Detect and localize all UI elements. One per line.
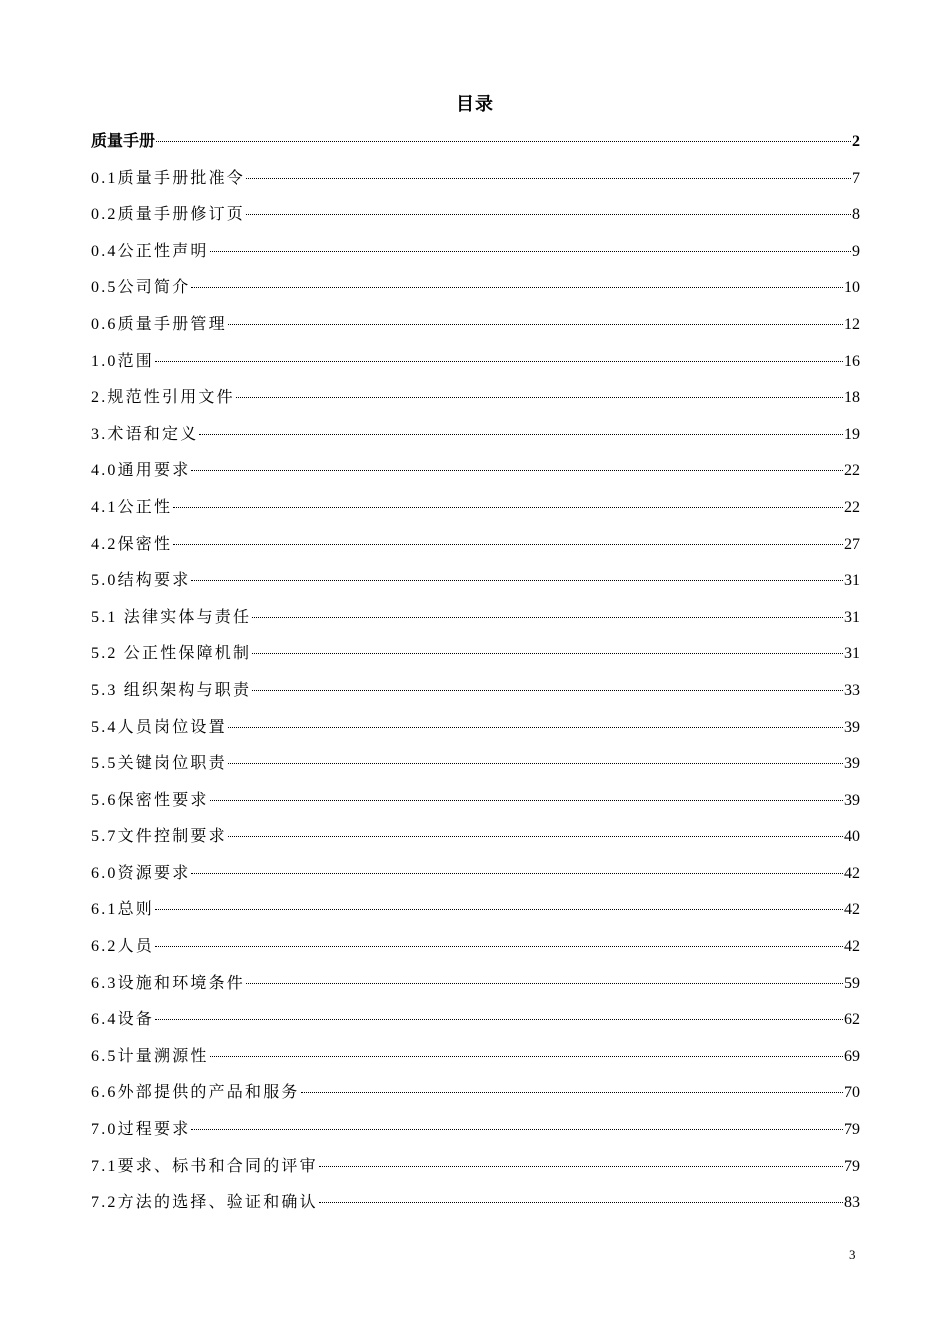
toc-entry[interactable]: [91, 453, 860, 490]
toc-entry[interactable]: [91, 527, 860, 564]
toc-entry-label: 0.5公司简介: [91, 279, 191, 297]
toc-entry[interactable]: [91, 1112, 860, 1149]
toc-entry-label: 0.1质量手册批准令: [91, 169, 246, 187]
toc-entry-label: 7.0过程要求: [91, 1121, 191, 1139]
toc-entry[interactable]: [91, 161, 860, 198]
toc-entry-page: 22: [844, 498, 860, 516]
toc-entry-label: 6.5计量溯源性: [91, 1047, 209, 1065]
toc-entry[interactable]: [91, 307, 860, 344]
toc-entry-label: 6.6外部提供的产品和服务: [91, 1084, 300, 1102]
toc-entry[interactable]: [91, 490, 860, 527]
toc-dot-leader: [210, 800, 843, 801]
toc-entry-page: 8: [852, 206, 860, 224]
toc-entry-label: 4.0通用要求: [91, 462, 191, 480]
toc-title: 目录: [456, 94, 494, 114]
toc-entry-page: 42: [844, 901, 860, 919]
toc-dot-leader: [155, 1019, 843, 1020]
toc-entry[interactable]: [91, 563, 860, 600]
toc-entry[interactable]: [91, 746, 860, 783]
toc-dot-leader: [236, 397, 843, 398]
toc-entry-page: 39: [844, 718, 860, 736]
toc-entry[interactable]: [91, 892, 860, 929]
toc-entry[interactable]: [91, 270, 860, 307]
toc-entry-page: 19: [844, 425, 860, 443]
toc-entry-page: 9: [852, 242, 860, 260]
toc-entry[interactable]: [91, 1149, 860, 1186]
toc-entry[interactable]: [91, 966, 860, 1003]
toc-entry[interactable]: [91, 1039, 860, 1076]
toc-entry-label: 3.术语和定义: [91, 425, 199, 443]
toc-entry-page: 33: [844, 681, 860, 699]
toc-dot-leader: [173, 544, 843, 545]
toc-entry-label: 7.2方法的选择、验证和确认: [91, 1194, 318, 1212]
toc-dot-leader: [210, 1056, 843, 1057]
toc-entry-label: 0.6质量手册管理: [91, 315, 227, 333]
toc-entry-page: 16: [844, 352, 860, 370]
toc-entry-page: 7: [852, 169, 860, 187]
toc-entry[interactable]: [91, 197, 860, 234]
toc-entry-page: 39: [844, 791, 860, 809]
toc-entry-label: 5.3 组织架构与职责: [91, 681, 252, 699]
toc-entry-label: 6.2人员: [91, 938, 155, 956]
toc-dot-leader: [156, 141, 851, 142]
toc-entry[interactable]: [91, 710, 860, 747]
toc-entry-page: 79: [844, 1157, 860, 1175]
toc-entry[interactable]: [91, 856, 860, 893]
toc-entry-label: 5.4人员岗位设置: [91, 718, 227, 736]
toc-dot-leader: [155, 946, 843, 947]
page-number: 3: [849, 1247, 856, 1262]
toc-entry-page: 18: [844, 389, 860, 407]
toc-dot-leader: [173, 507, 843, 508]
toc-dot-leader: [191, 287, 843, 288]
toc-entry-label: 5.6保密性要求: [91, 791, 209, 809]
toc-entry-label: 4.2保密性: [91, 535, 173, 553]
toc-entry-label: 质量手册: [91, 133, 156, 150]
toc-entry-page: 39: [844, 755, 860, 773]
toc-dot-leader: [155, 909, 843, 910]
toc-entry[interactable]: [91, 600, 860, 637]
toc-entry-label: 2.规范性引用文件: [91, 389, 235, 407]
toc-entry[interactable]: [91, 380, 860, 417]
toc-entry-page: 31: [844, 608, 860, 626]
toc-entry-label: 0.2质量手册修订页: [91, 206, 246, 224]
toc-dot-leader: [228, 836, 843, 837]
toc-entry-page: 22: [844, 462, 860, 480]
toc-entry-page: 69: [844, 1047, 860, 1065]
toc-dot-leader: [228, 763, 843, 764]
toc-entry-label: 5.7文件控制要求: [91, 828, 227, 846]
toc-entry-page: 31: [844, 645, 860, 663]
toc-entry-label: 6.0资源要求: [91, 864, 191, 882]
toc-entry[interactable]: [91, 1075, 860, 1112]
toc-dot-leader: [319, 1202, 843, 1203]
toc-dot-leader: [301, 1092, 843, 1093]
toc-entry-label: 5.1 法律实体与责任: [91, 608, 252, 626]
toc-dot-leader: [252, 690, 843, 691]
toc-entry[interactable]: [91, 1002, 860, 1039]
toc-dot-leader: [252, 653, 843, 654]
toc-entry[interactable]: [91, 929, 860, 966]
toc-entry-page: 10: [844, 279, 860, 297]
toc-entry-page: 59: [844, 974, 860, 992]
toc-entry-page: 42: [844, 938, 860, 956]
toc-entry-label: 6.3设施和环境条件: [91, 974, 246, 992]
toc-dot-leader: [246, 178, 851, 179]
toc-entry-page: 40: [844, 828, 860, 846]
toc-entry-label: 7.1要求、标书和合同的评审: [91, 1157, 318, 1175]
toc-entry-label: 1.0范围: [91, 352, 155, 370]
toc-dot-leader: [199, 434, 843, 435]
toc-entry-page: 70: [844, 1084, 860, 1102]
toc-entry[interactable]: [91, 673, 860, 710]
toc-entry-page: 79: [844, 1121, 860, 1139]
toc-entry-label: 5.2 公正性保障机制: [91, 645, 252, 663]
toc-entry[interactable]: [91, 1185, 860, 1222]
toc-entry-page: 62: [844, 1011, 860, 1029]
toc-entry-page: 27: [844, 535, 860, 553]
toc-entry-label: 5.0结构要求: [91, 572, 191, 590]
toc-entry-page: 2: [852, 133, 860, 150]
toc-dot-leader: [252, 617, 843, 618]
toc-entry-page: 31: [844, 572, 860, 590]
toc-entry[interactable]: [91, 344, 860, 381]
toc-entry[interactable]: [91, 417, 860, 454]
toc-entry[interactable]: [91, 124, 860, 161]
toc-entry[interactable]: [91, 636, 860, 673]
toc-entry-page: 83: [844, 1194, 860, 1212]
toc-dot-leader: [191, 873, 843, 874]
toc-entry-label: 0.4公正性声明: [91, 242, 209, 260]
toc-entry[interactable]: [91, 819, 860, 856]
toc-entry-label: 5.5关键岗位职责: [91, 755, 227, 773]
toc-dot-leader: [319, 1166, 843, 1167]
toc-dot-leader: [191, 580, 843, 581]
toc-dot-leader: [155, 361, 843, 362]
toc-entry-label: 6.1总则: [91, 901, 155, 919]
toc-entry-label: 6.4设备: [91, 1011, 155, 1029]
toc-entry-page: 12: [844, 315, 860, 333]
toc-entry[interactable]: [91, 234, 860, 271]
toc-entry-label: 4.1公正性: [91, 498, 173, 516]
toc-dot-leader: [210, 251, 851, 252]
toc-dot-leader: [246, 214, 851, 215]
toc-entry-page: 42: [844, 864, 860, 882]
toc-list: [91, 124, 860, 1222]
toc-dot-leader: [228, 727, 843, 728]
toc-entry[interactable]: [91, 783, 860, 820]
toc-dot-leader: [246, 983, 843, 984]
toc-dot-leader: [191, 470, 843, 471]
toc-dot-leader: [191, 1129, 843, 1130]
toc-dot-leader: [228, 324, 843, 325]
